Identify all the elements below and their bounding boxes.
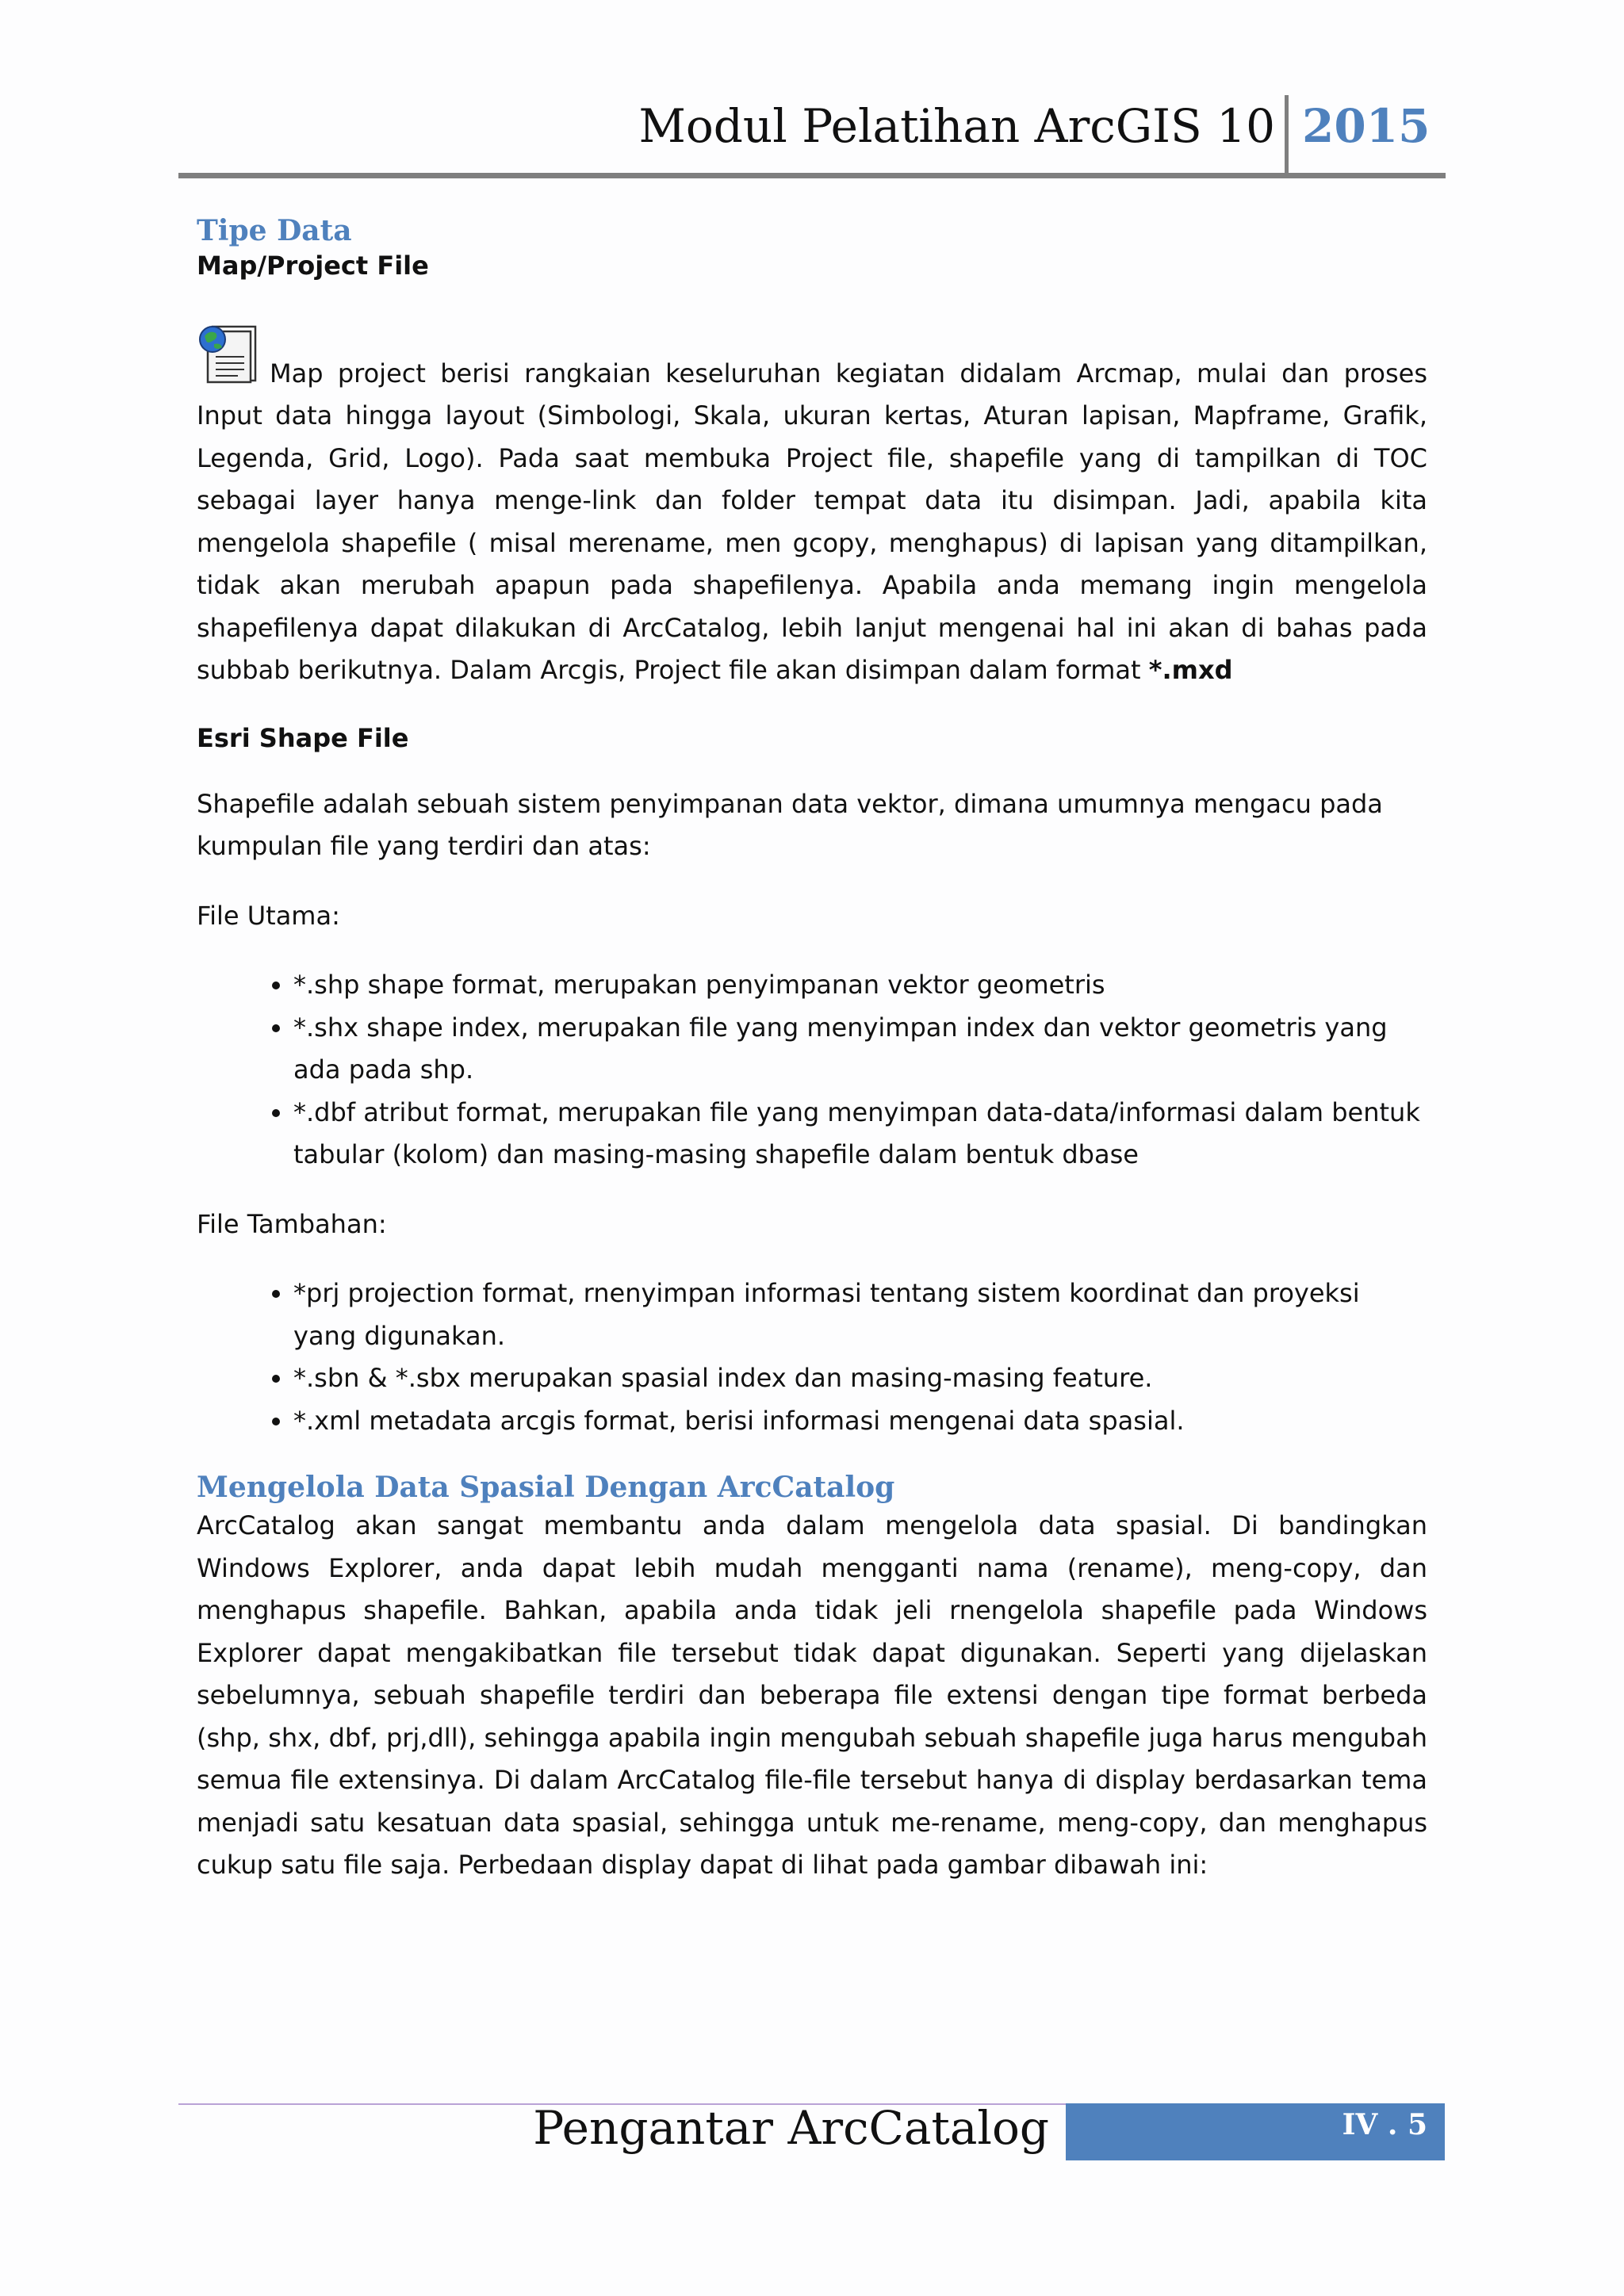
map-document-icon: [197, 322, 260, 385]
subheading-map-project: Map/Project File: [197, 251, 429, 281]
list-item: • *.dbf atribut format, merupakan file yang menyimpan data-data/informasi dalam bentuk tabular (kolom) dan masing-masing shapefile dalam bentuk dbase: [293, 1092, 1427, 1177]
header-divider: [1285, 95, 1289, 176]
header-rule: [178, 173, 1446, 178]
footer-page-box: [1066, 2103, 1445, 2160]
page-content: [197, 214, 1427, 1887]
file-tambahan-list: [197, 1272, 1427, 1442]
arccatalog-paragraph: ArcCatalog akan sangat membantu anda dalam mengelola data spasial. Di bandingkan Windows Explorer, anda dapat lebih mudah mengganti nama (rename), meng-copy, dan menghapus shapefile. Bahkan, apabila anda tidak jeli rnengelola shapefile pada Windows Explorer dapat mengakibatkan file tersebut tidak dapat digunakan. Seperti yang dijelaskan sebelumnya, sebuah shapefile terdiri dan beberapa file extensi dengan tipe format berbeda (shp, shx, dbf, prj,dll), sehingga apabila ingin mengubah sebuah shapefile juga harus mengubah semua file extensinya. Di dalam ArcCatalog file-file tersebut hanya di display berdasarkan tema menjadi satu kesatuan data spasial, sehingga untuk me-rename, meng-copy, dan menghapus cukup satu file saja. Perbedaan display dapat di lihat pada gambar dibawah ini:: [197, 1510, 1427, 1881]
shapefile-intro: Shapefile adalah sebuah sistem penyimpanan data vektor, dimana umumnya mengacu pada kumpulan file yang terdiri dan atas:: [197, 788, 1383, 862]
map-project-text: Map project berisi rangkaian keseluruhan kegiatan didalam Arcmap, mulai dan proses Input data hingga layout (Simbologi, Skala, ukuran kertas, Aturan lapisan, Mapframe, Grafik, Legenda, Grid, Logo). Pada saat membuka Project file, shapefile yang di tampilkan di TOC sebagai layer hanya menge-link dan folder tempat data itu disimpan. Jadi, apabila kita mengelola shapefile ( misal merename, men gcopy, menghapus) di lapisan yang ditampilkan, tidak akan merubah apapun pada shapefilenya. Apabila anda memang ingin mengelola shapefilenya dapat dilakukan di ArcCatalog, lebih lanjut mengenai hal ini akan di bahas pada subbab berikutnya. Dalam Arcgis, Project file akan disimpan dalam format: [197, 358, 1427, 686]
section-heading-arccatalog: Mengelola Data Spasial Dengan ArcCatalog: [197, 1471, 895, 1505]
page-number: IV . 5: [1342, 2108, 1427, 2141]
list-item: • *.shx shape index, merupakan file yang menyimpan index dan vektor geometris yang ada pada shp.: [293, 1007, 1427, 1092]
file-utama-label: File Utama:: [197, 900, 340, 931]
header-title: Modul Pelatihan ArcGIS 10: [638, 99, 1275, 153]
mxd-format: *.mxd: [1148, 655, 1233, 686]
list-item: • *.sbn & *.sbx merupakan spasial index dan masing-masing feature.: [293, 1357, 1427, 1400]
list-item: • *.xml metadata arcgis format, berisi informasi mengenai data spasial.: [293, 1400, 1427, 1443]
file-utama-list: [197, 964, 1427, 1177]
map-project-paragraph: [197, 322, 1427, 692]
section-heading-tipe-data: Tipe Data: [197, 214, 352, 247]
subheading-esri-shape-file: Esri Shape File: [197, 722, 409, 753]
list-item: • *.shp shape format, merupakan penyimpanan vektor geometris: [293, 964, 1427, 1007]
header-year: 2015: [1302, 99, 1431, 153]
file-tambahan-label: File Tambahan:: [197, 1208, 387, 1239]
footer-title: Pengantar ArcCatalog: [533, 2101, 1049, 2155]
list-item: • *prj projection format, rnenyimpan informasi tentang sistem koordinat dan proyeksi yang digunakan.: [293, 1272, 1427, 1357]
